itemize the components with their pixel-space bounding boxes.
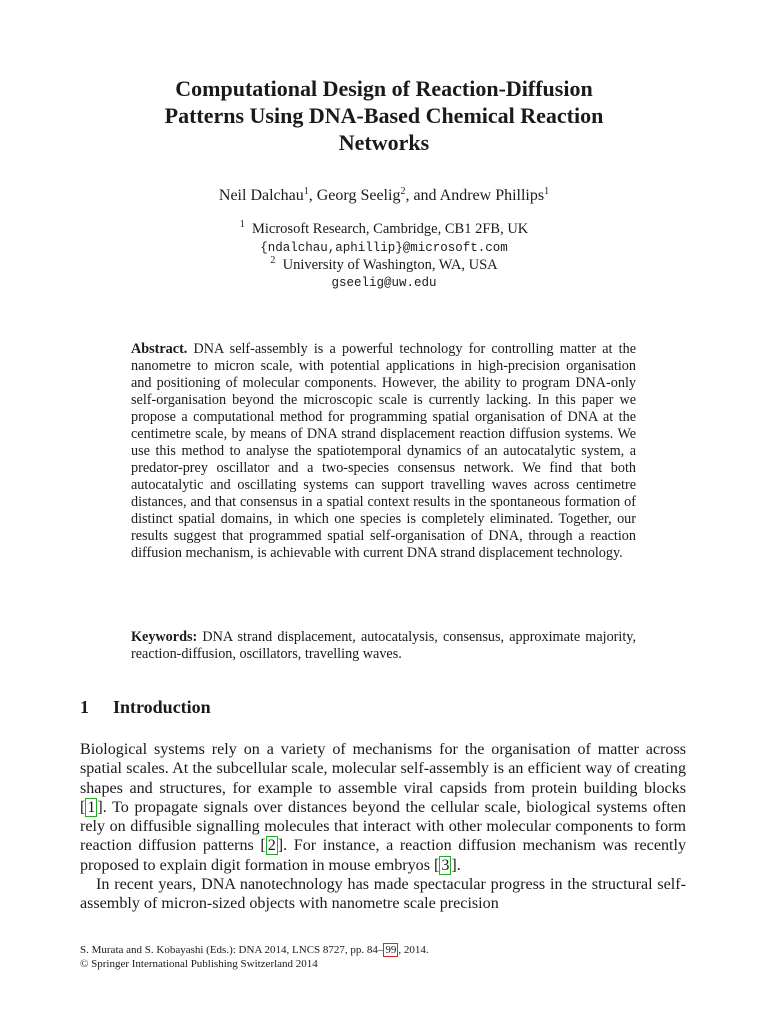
author-name: Neil Dalchau bbox=[218, 187, 304, 204]
paper-title bbox=[80, 75, 688, 156]
text-run: . To propagate signals over distances beyond the cellular scale, biological systems often rely on diffusible signalling molecules that interact with other molecular components to form reaction diffusion patterns bbox=[80, 798, 686, 855]
text-run: . For instance, a reaction diffusion mechanism was recently proposed to explain digit formation in mouse embryos bbox=[80, 837, 686, 874]
citation-link[interactable]: 1 bbox=[87, 798, 96, 816]
author-affiliation-marker: 1 bbox=[544, 186, 550, 197]
citation-link[interactable]: 3 bbox=[441, 856, 450, 874]
affiliation-2 bbox=[80, 256, 688, 274]
paragraph: In recent years, DNA nanotechnology has made spectacular progress in the structural self-assembly of micron-sized objects with nanometre scale precision bbox=[80, 876, 686, 913]
section-title: Introduction bbox=[113, 697, 211, 717]
footer-citation-line bbox=[80, 943, 688, 957]
page-link[interactable]: 99 bbox=[385, 944, 397, 956]
page-footer bbox=[80, 943, 688, 971]
author-name: Georg Seelig bbox=[316, 187, 401, 204]
affiliation-2-email[interactable]: gseelig@uw.edu bbox=[331, 276, 437, 290]
affiliation-1-email[interactable]: {ndalchau,aphillip}@microsoft.com bbox=[260, 241, 508, 255]
section-number: 1 bbox=[80, 697, 89, 717]
abstract-text: DNA self-assembly is a powerful technology for controlling matter at the nanometre to micron scale, with potential applications in high-precision organisation and positioning of molecular components. However, the ability to program DNA-only self-organisation beyond the microscopic scale is currently lacking. In this paper we propose a computational method for programming spatial organisation of DNA at the centimetre scale, by means of DNA strand displacement reaction diffusion systems. We use this method to analyse the spatiotemporal dynamics of an autocatalytic system, a predator-prey oscillator and a two-species consensus network. We find that both autocatalytic and oscillating systems can support travelling waves across centimetre distances, and that consensus in a spatial context results in the spontaneous formation of distinct spatial domains, in which one species is completely eliminated. Together, our results suggest that programmed spatial self-organisation of DNA, through a reaction diffusion mechanism, is achievable with current DNA strand displacement technology. bbox=[131, 341, 636, 561]
keywords-label: Keywords: bbox=[131, 629, 198, 645]
title-line-3: Networks bbox=[338, 130, 430, 155]
author-affiliation-marker: 1 bbox=[303, 186, 309, 197]
author-list bbox=[80, 186, 688, 206]
paragraph: Biological systems rely on a variety of mechanisms for the organisation of matter across spatial scales. At the subcellular scale, molecular self-assembly is an efficient way of creating shapes and structures, for example to assemble viral capsids from protein building blocks [ 1 ]. To propagate signals over distances beyond the cellular scale, biological systems often rely on diffusible signalling molecules that interact with other molecular components to form reaction diffusion patterns [ 2 ]. For instance, a reaction diffusion mechanism was recently proposed to explain digit formation in mouse embryos [ 3 ]. bbox=[80, 741, 686, 874]
title-line-1: Computational Design of Reaction-Diffusion bbox=[175, 76, 593, 101]
citation-link[interactable]: 2 bbox=[267, 837, 276, 855]
affiliation-number: 2 bbox=[270, 255, 276, 266]
author-affiliation-marker: 2 bbox=[400, 186, 406, 197]
author-separator: , bbox=[308, 187, 317, 204]
text-run: Biological systems rely on a variety of mechanisms for the organisation of matter across spatial scales. At the subcellular scale, molecular self-assembly is an efficient way of creating shapes and structures, for example to assemble viral capsids from protein building blocks bbox=[80, 741, 686, 797]
footer-copyright-line: © Springer International Publishing Switzerland 2014 bbox=[80, 958, 318, 970]
keywords-text: DNA strand displacement, autocatalysis, consensus, approximate majority, reaction-diffusion, oscillators, travelling waves. bbox=[131, 629, 636, 662]
footer-text: , 2014. bbox=[398, 944, 429, 956]
author-name: Andrew Phillips bbox=[439, 187, 545, 204]
section-heading bbox=[80, 696, 211, 718]
text-run: . bbox=[456, 856, 461, 874]
keywords bbox=[131, 629, 636, 663]
abstract bbox=[131, 341, 636, 562]
affiliation-text: University of Washington, WA, USA bbox=[282, 257, 498, 273]
author-separator: , and bbox=[405, 187, 440, 204]
affiliation-1 bbox=[80, 220, 688, 238]
title-line-2: Patterns Using DNA-Based Chemical Reaction bbox=[164, 103, 604, 128]
footer-text: S. Murata and S. Kobayashi (Eds.): DNA 2014, LNCS 8727, pp. 84– bbox=[80, 944, 384, 956]
introduction-body bbox=[80, 740, 686, 914]
abstract-label: Abstract. bbox=[131, 341, 188, 357]
affiliation-number: 1 bbox=[239, 219, 245, 230]
affiliation-text: Microsoft Research, Cambridge, CB1 2FB, UK bbox=[251, 221, 529, 237]
